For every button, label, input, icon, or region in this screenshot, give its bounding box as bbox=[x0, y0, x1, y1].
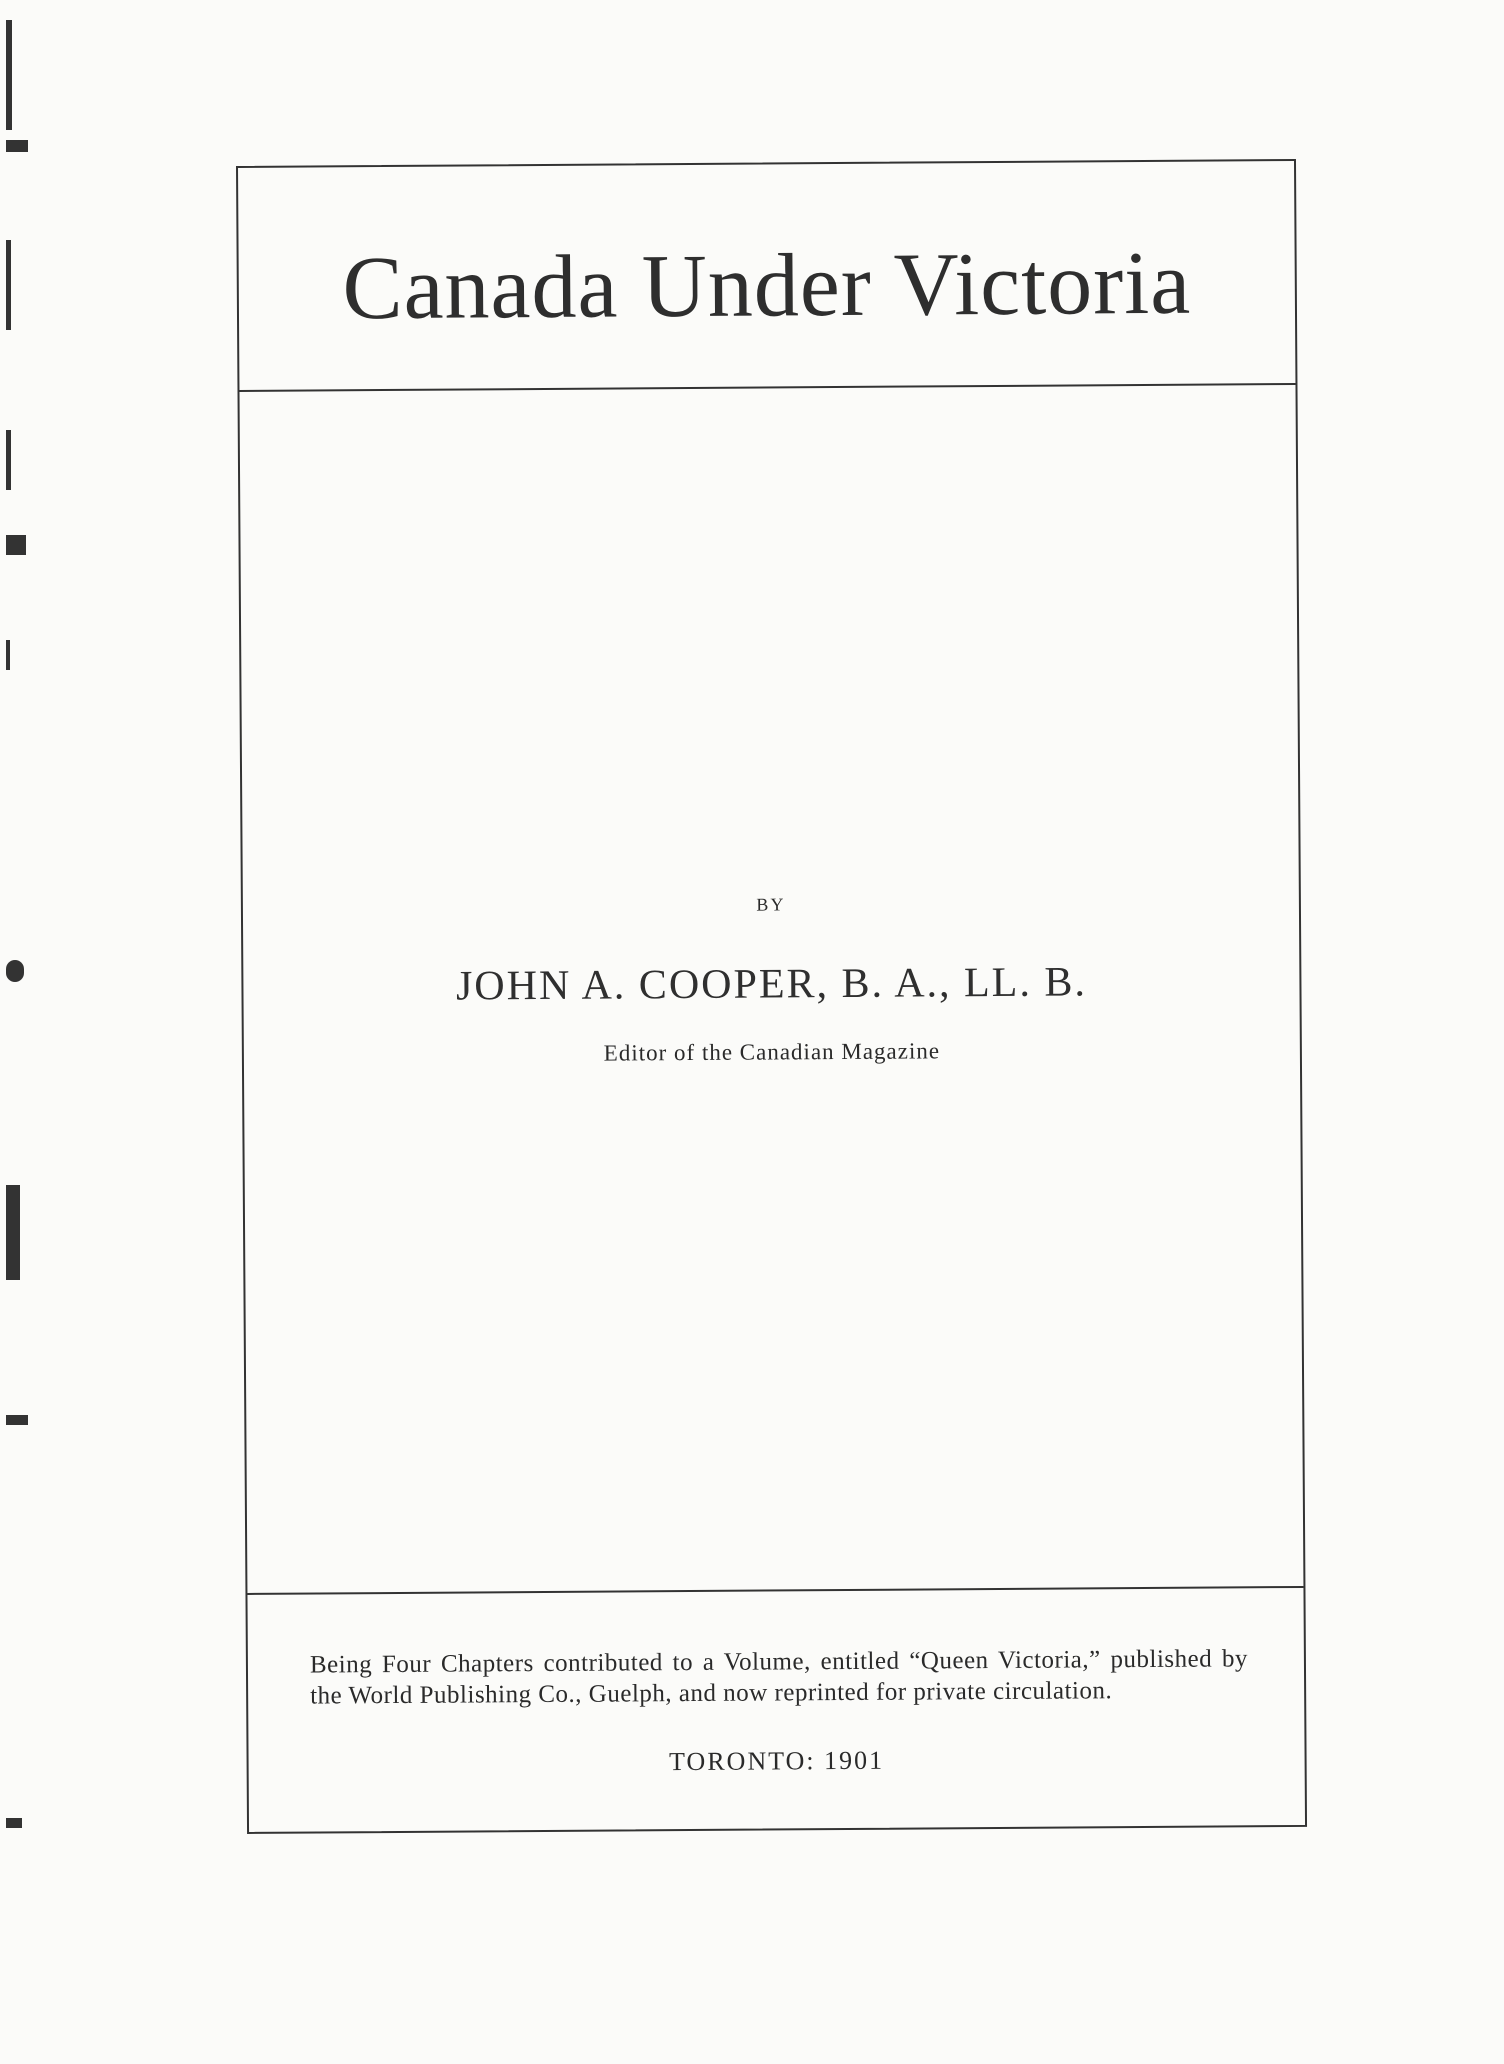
by-line: BY bbox=[756, 894, 786, 915]
edge-mark bbox=[6, 140, 28, 152]
scanned-page-edge bbox=[0, 0, 28, 2064]
author-name: JOHN A. COOPER, B. A., LL. B. bbox=[455, 959, 1088, 1010]
edge-mark bbox=[6, 960, 24, 982]
edge-mark bbox=[6, 1415, 28, 1425]
edge-mark bbox=[6, 640, 10, 670]
edge-mark bbox=[6, 1185, 20, 1280]
edge-mark bbox=[6, 535, 26, 555]
author-role: Editor of the Canadian Magazine bbox=[603, 1038, 941, 1066]
publication-note: Being Four Chapters contributed to a Volume, entitled “Queen Victoria,” published by the World Publishing Co., Guelph, and now reprinted for private circulation. bbox=[309, 1645, 1249, 1710]
title-page-frame bbox=[236, 159, 1307, 1834]
imprint-box bbox=[247, 1586, 1305, 1836]
title-box bbox=[238, 161, 1295, 392]
imprint-line: TORONTO: 1901 bbox=[668, 1745, 885, 1777]
edge-mark bbox=[6, 20, 12, 130]
edge-mark bbox=[6, 1818, 22, 1828]
edge-mark bbox=[6, 430, 11, 490]
edge-mark bbox=[6, 240, 11, 330]
book-title: Canada Under Victoria bbox=[342, 233, 1192, 338]
